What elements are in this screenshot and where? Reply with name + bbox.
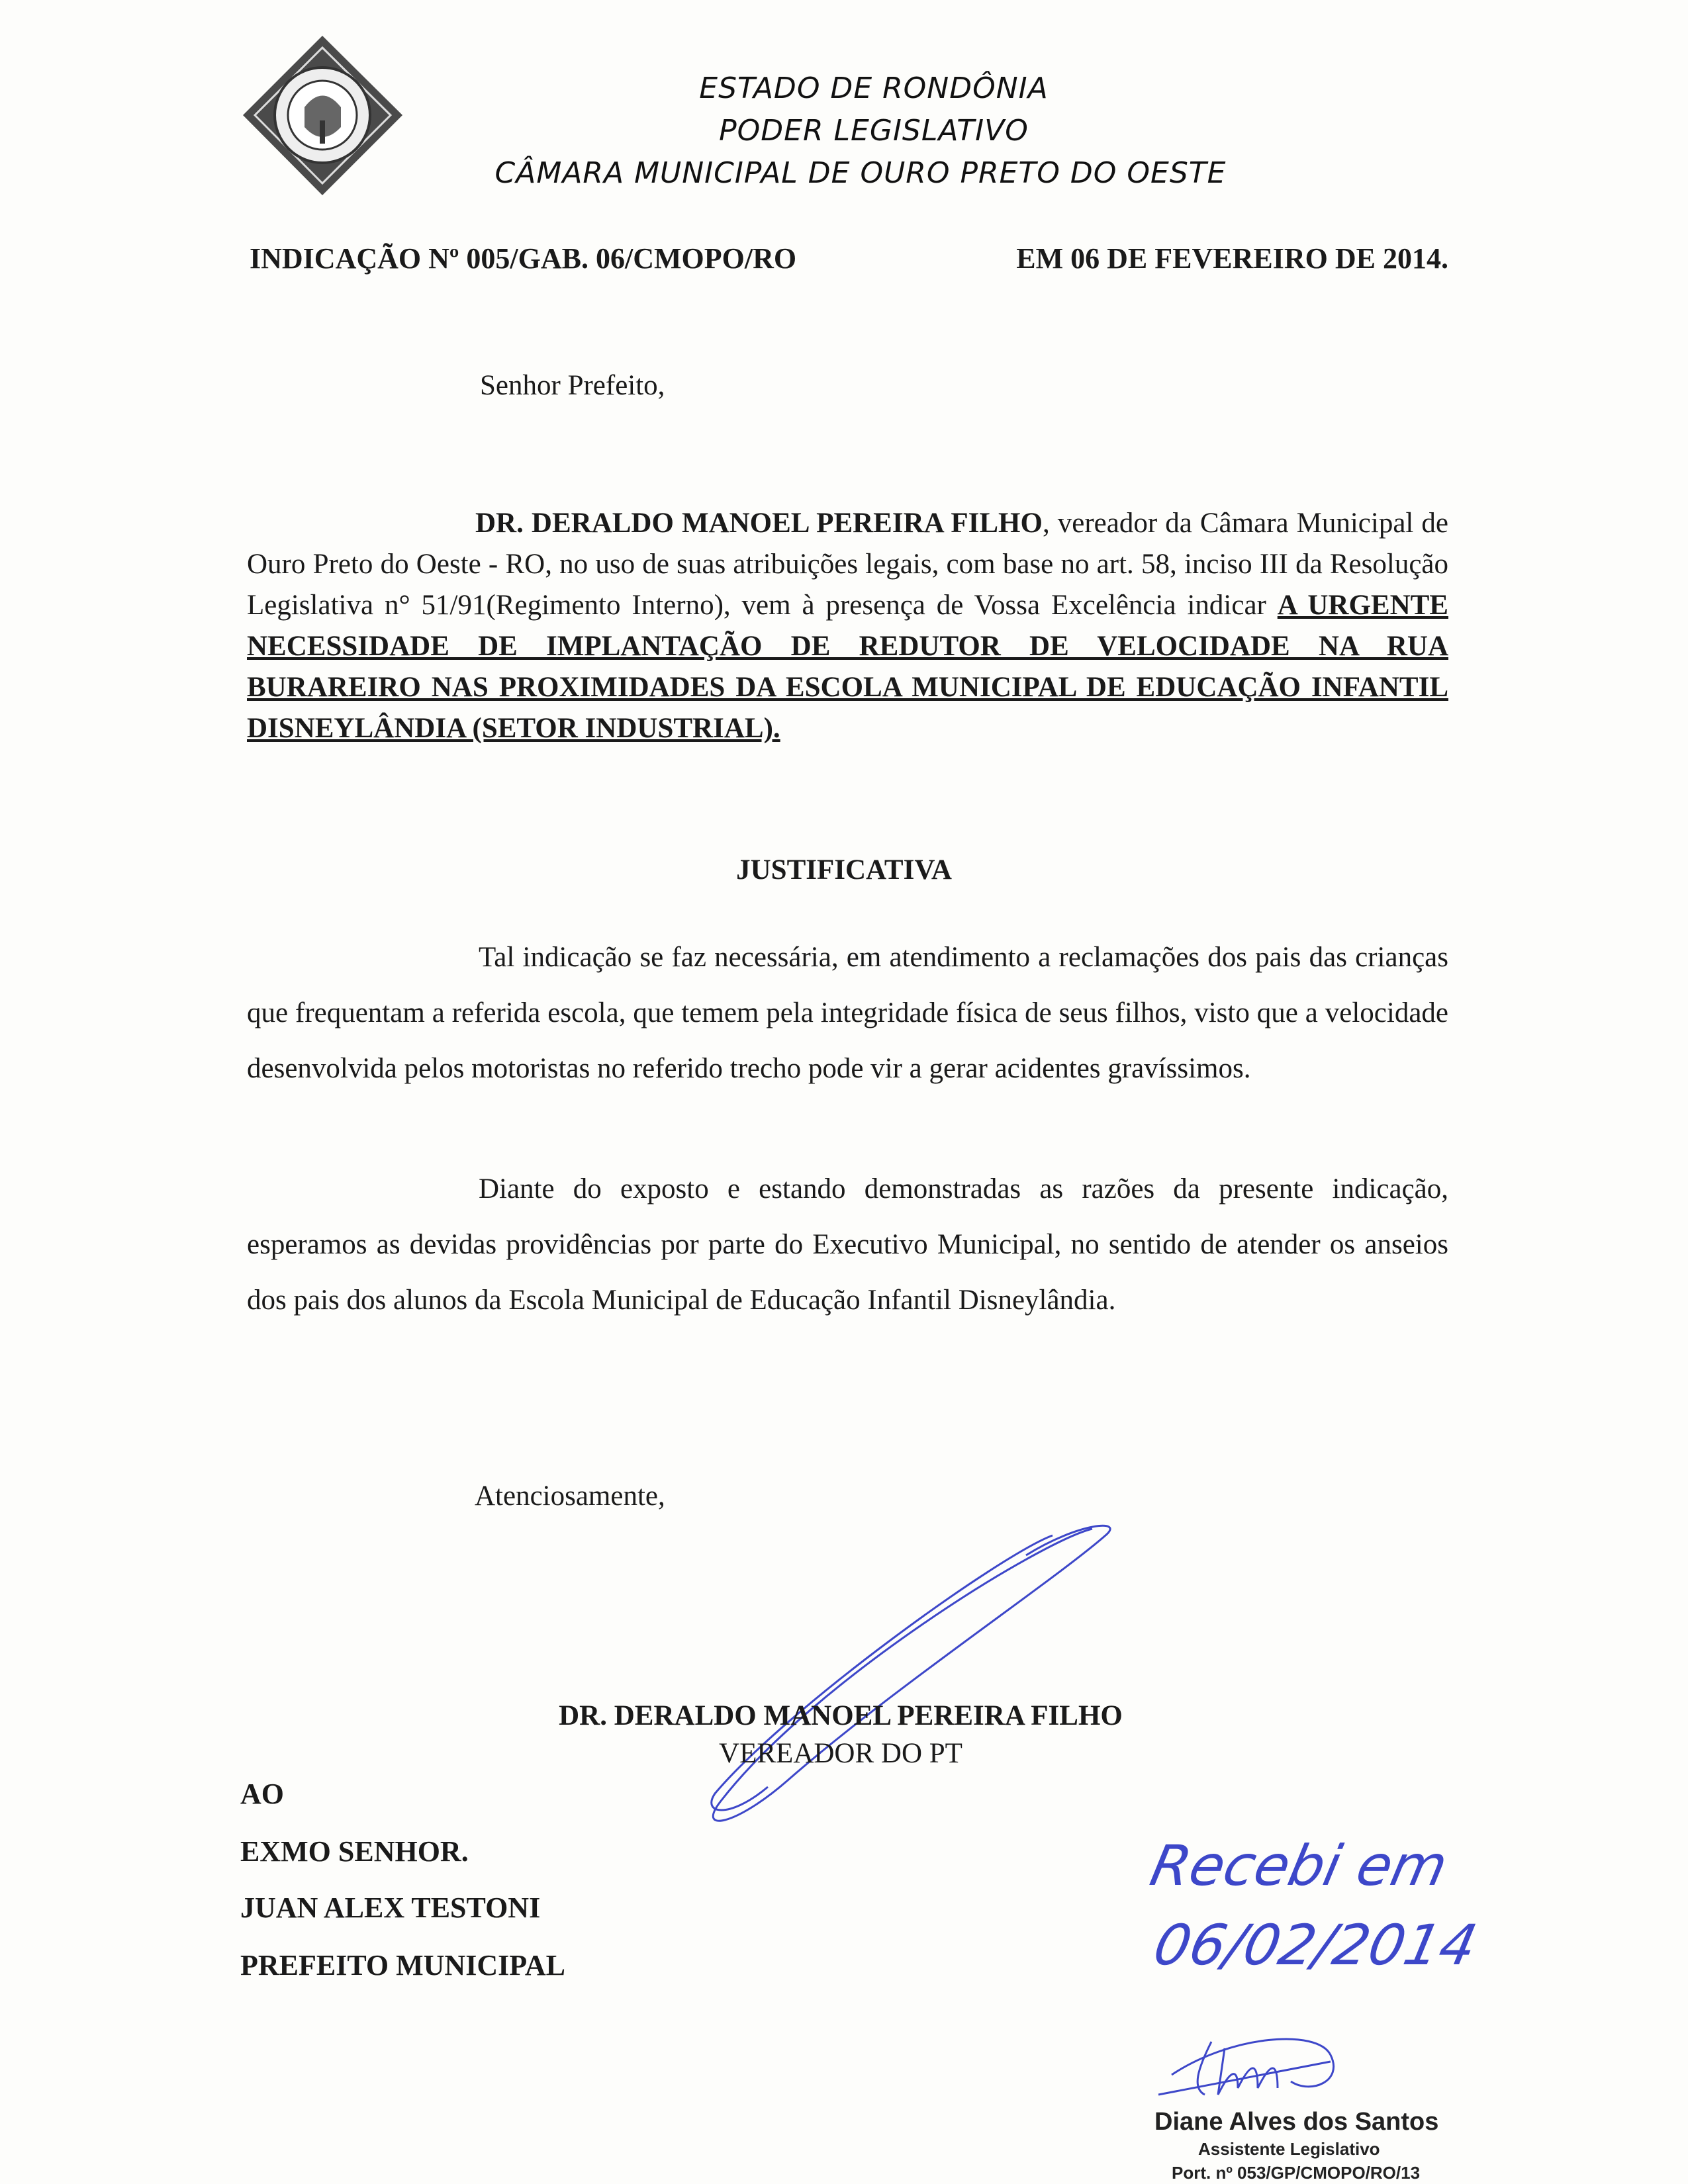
handwritten-received: Recebi em xyxy=(1145,1833,1454,1898)
justification-title: JUSTIFICATIVA xyxy=(736,854,952,886)
indication-date: EM 06 DE FEVEREIRO DE 2014. xyxy=(1016,242,1448,275)
justification-paragraph-2 xyxy=(247,1161,1448,1328)
letterhead-state: ESTADO DE RONDÔNIA xyxy=(699,71,1049,105)
stamp-reference: Port. nº 053/GP/CMOPO/RO/13 xyxy=(1172,2163,1421,2183)
handwritten-date: 06/02/2014 xyxy=(1148,1913,1483,1978)
justification-text-1: Tal indicação se faz necessária, em atendimento a reclamações dos pais das crianças que frequentam a referida escola, que temem pela integridade física de seus filhos, visto que a velocidade desenvolvida pelos motoristas no referido trecho pode vir a gerar acidentes gravíssimos. xyxy=(247,942,1448,1084)
addressee-line-4: PREFEITO MUNICIPAL xyxy=(240,1949,565,1981)
stamp-role: Assistente Legislativo xyxy=(1198,2139,1380,2159)
letterhead-chamber: CÂMARA MUNICIPAL DE OURO PRETO DO OESTE xyxy=(494,156,1227,190)
addressee-line-3: JUAN ALEX TESTONI xyxy=(240,1891,541,1924)
signatory-role: VEREADOR DO PT xyxy=(719,1738,962,1769)
intro-paragraph xyxy=(247,503,1448,749)
justification-text-2: Diante do exposto e estando demonstradas as razões da presente indicação, esperamos as devidas providências por parte do Executivo Municipal, no sentido de atender os anseios dos pais dos alunos da Escola Municipal de Educação Infantil Disneylândia. xyxy=(247,1173,1448,1316)
signatory-name: DR. DERALDO MANOEL PEREIRA FILHO xyxy=(559,1700,1123,1731)
indication-number: INDICAÇÃO Nº 005/GAB. 06/CMOPO/RO xyxy=(250,242,797,275)
indication-subject: A URGENTE NECESSIDADE DE IMPLANTAÇÃO DE REDUTOR DE VELOCIDADE NA RUA BURAREIRO NAS PROXIMIDADES DA ESCOLA MUNICIPAL DE EDUCAÇÃO INFANTIL DISNEYLÂNDIA (SETOR INDUSTRIAL). xyxy=(247,590,1448,744)
signature-scribble xyxy=(682,1516,1132,1837)
intro-text: , vereador da Câmara Municipal de Ouro Preto do Oeste - RO, no uso de suas atribuições legais, com base no art. 58, inciso III da Resolução Legislativa n° 51/91(Regimento Interno), vem à presença de Vossa Excelência indicar xyxy=(247,508,1448,621)
salutation: Senhor Prefeito, xyxy=(480,370,665,401)
receiver-signature xyxy=(1152,2022,1350,2118)
justification-paragraph-1 xyxy=(247,930,1448,1097)
author-name: DR. DERALDO MANOEL PEREIRA FILHO xyxy=(475,508,1043,539)
addressee-line-1: AO xyxy=(240,1778,284,1810)
addressee-line-2: EXMO SENHOR. xyxy=(240,1835,469,1868)
stamp-name: Diane Alves dos Santos xyxy=(1154,2108,1439,2136)
closing: Atenciosamente, xyxy=(475,1480,665,1512)
letterhead-branch: PODER LEGISLATIVO xyxy=(719,114,1029,148)
